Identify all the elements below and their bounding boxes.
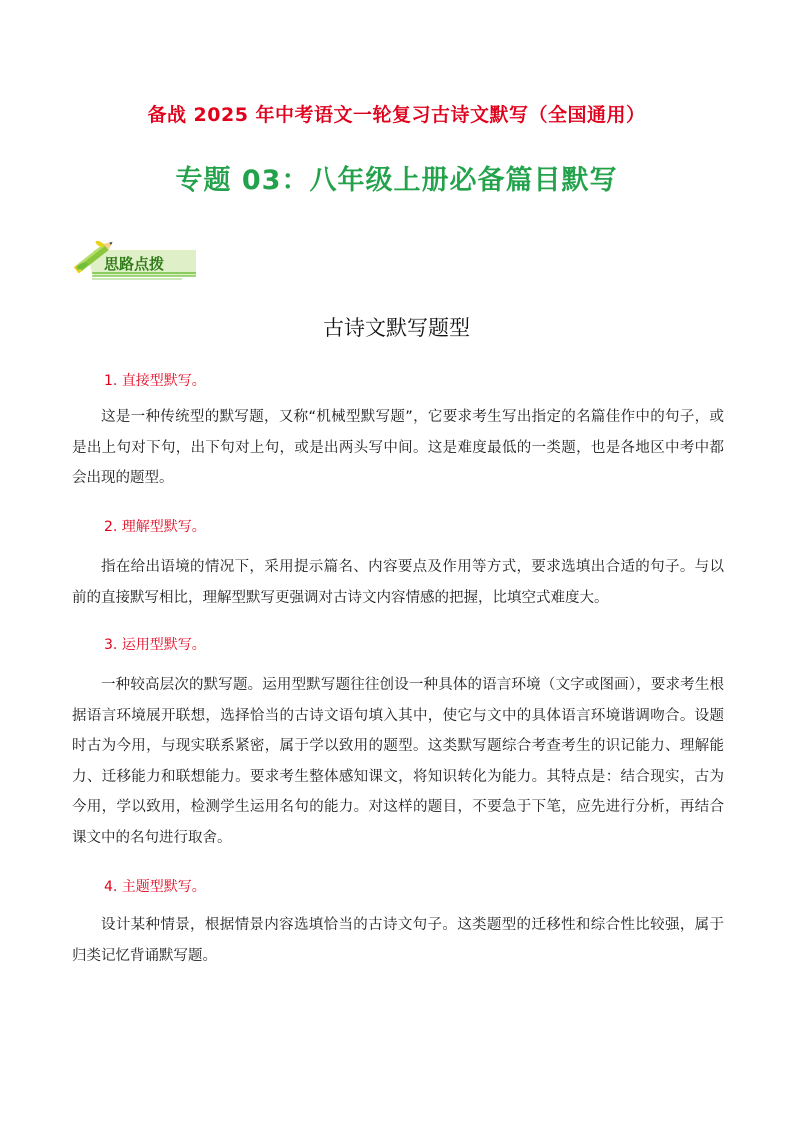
item-paragraph-theme: 设计某种情景，根据情景内容选填恰当的古诗文句子。这类题型的迁移性和综合性比较强，属于归类记忆背诵默写题。 bbox=[72, 917, 724, 964]
item-paragraph-application: 一种较高层次的默写题。运用型默写题往往创设一种具体的语言环境（文字或图画），要求考生根据语言环境展开联想，选择恰当的古诗文语句填入其中，使它与文中的具体语言环境谐调吻合。设题时古为今用，与现实联系紧密，属于学以致用的题型。这类默写题综合考查考生的识记能力、理解能力、迁移能力和联想能力。要求考生整体感知课文，将知识转化为能力。其特点是：结合现实，古为今用，学以致用，检测学生运用名句的能力。对这样的题目，不要急于下笔，应先进行分析，再结合课文中的名句进行取舍。 bbox=[72, 677, 724, 846]
badge-label: 思路点拨 bbox=[104, 255, 165, 273]
topic-title: 专题 03：八年级上册必备篇目默写 bbox=[175, 165, 618, 196]
item-heading-application: 3. 运用型默写。 bbox=[104, 637, 206, 653]
item-heading-understanding: 2. 理解型默写。 bbox=[104, 519, 206, 535]
item-heading-theme: 4. 主题型默写。 bbox=[104, 879, 206, 895]
section-heading: 古诗文默写题型 bbox=[323, 316, 470, 340]
item-paragraph-direct: 这是一种传统型的默写题，又称“机械型默写题”，它要求考生写出指定的名篇佳作中的句子，或是出上句对下句，出下句对上句，或是出两头写中间。这是难度最低的一类题，也是各地区中考中都会出现的题型。 bbox=[72, 409, 724, 486]
item-heading-direct: 1. 直接型默写。 bbox=[104, 373, 206, 389]
document-header-title: 备战 2025 年中考语文一轮复习古诗文默写（全国通用） bbox=[147, 104, 646, 126]
item-paragraph-understanding: 指在给出语境的情况下，采用提示篇名、内容要点及作用等方式，要求选填出合适的句子。与以前的直接默写相比，理解型默写更强调对古诗文内容情感的把握，比填空式难度大。 bbox=[72, 559, 724, 606]
thinking-tips-badge bbox=[72, 236, 200, 282]
